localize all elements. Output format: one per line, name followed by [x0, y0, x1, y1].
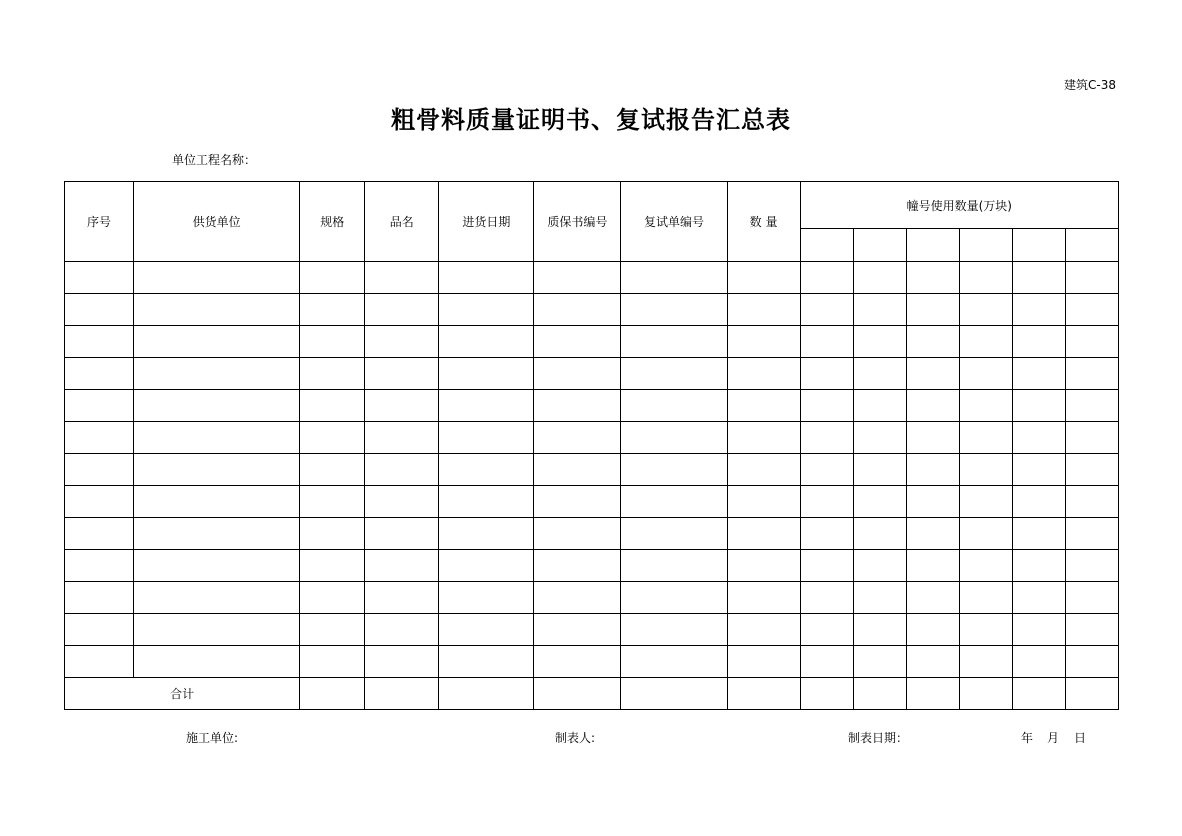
- table-cell[interactable]: [1012, 294, 1065, 326]
- table-cell[interactable]: [365, 422, 439, 454]
- table-cell[interactable]: [906, 518, 959, 550]
- total-cell[interactable]: [959, 678, 1012, 710]
- table-cell[interactable]: [439, 486, 534, 518]
- table-cell[interactable]: [1012, 550, 1065, 582]
- year-label: 年: [1021, 731, 1034, 745]
- table-cell[interactable]: [959, 390, 1012, 422]
- table-cell[interactable]: [1065, 646, 1118, 678]
- table-cell[interactable]: [853, 550, 906, 582]
- header-row: [65, 182, 1119, 229]
- table-cell[interactable]: [65, 614, 134, 646]
- table-cell[interactable]: [134, 454, 300, 486]
- usage-subheader-cell[interactable]: [1012, 229, 1065, 262]
- table-cell[interactable]: [365, 454, 439, 486]
- total-cell[interactable]: [439, 678, 534, 710]
- table-cell[interactable]: [365, 326, 439, 358]
- table-cell[interactable]: [439, 614, 534, 646]
- table-cell[interactable]: [1012, 358, 1065, 390]
- table-cell[interactable]: [134, 646, 300, 678]
- header-seq: 序号: [65, 182, 134, 262]
- table-cell[interactable]: [365, 646, 439, 678]
- table-cell[interactable]: [534, 550, 621, 582]
- table-cell[interactable]: [134, 326, 300, 358]
- table-cell[interactable]: [800, 550, 853, 582]
- table-cell[interactable]: [727, 646, 800, 678]
- table-cell[interactable]: [959, 262, 1012, 294]
- table-row: [65, 454, 1119, 486]
- table-cell[interactable]: [959, 326, 1012, 358]
- table-cell[interactable]: [621, 390, 727, 422]
- table-cell[interactable]: [853, 486, 906, 518]
- table-cell[interactable]: [959, 550, 1012, 582]
- table-cell[interactable]: [853, 326, 906, 358]
- table-cell[interactable]: [365, 582, 439, 614]
- table-cell[interactable]: [439, 454, 534, 486]
- table-cell[interactable]: [621, 582, 727, 614]
- table-cell[interactable]: [134, 422, 300, 454]
- page-title: 粗骨料质量证明书、复试报告汇总表: [391, 106, 791, 134]
- table-row: [65, 486, 1119, 518]
- day-label: 日: [1074, 731, 1087, 745]
- table-cell[interactable]: [534, 358, 621, 390]
- table-cell[interactable]: [300, 358, 365, 390]
- header-supplier: 供货单位: [134, 182, 300, 262]
- table-cell[interactable]: [1012, 422, 1065, 454]
- table-cell[interactable]: [800, 454, 853, 486]
- table-cell[interactable]: [959, 518, 1012, 550]
- table-cell[interactable]: [134, 582, 300, 614]
- table-cell[interactable]: [727, 454, 800, 486]
- header-quantity: 数 量: [727, 182, 800, 262]
- table-row: [65, 614, 1119, 646]
- table-cell[interactable]: [853, 262, 906, 294]
- table-cell[interactable]: [1065, 390, 1118, 422]
- table-cell[interactable]: [1012, 262, 1065, 294]
- table-cell[interactable]: [365, 294, 439, 326]
- table-cell[interactable]: [439, 358, 534, 390]
- total-cell[interactable]: [727, 678, 800, 710]
- table-cell[interactable]: [800, 262, 853, 294]
- table-cell[interactable]: [65, 582, 134, 614]
- header-product: 品名: [365, 182, 439, 262]
- table-cell[interactable]: [300, 326, 365, 358]
- table-cell[interactable]: [727, 326, 800, 358]
- table-cell[interactable]: [439, 646, 534, 678]
- table-cell[interactable]: [534, 582, 621, 614]
- table-cell[interactable]: [621, 646, 727, 678]
- table-cell[interactable]: [300, 390, 365, 422]
- header-retest-no: 复试单编号: [621, 182, 727, 262]
- table-cell[interactable]: [300, 646, 365, 678]
- table-cell[interactable]: [65, 294, 134, 326]
- table-cell[interactable]: [853, 422, 906, 454]
- table-cell[interactable]: [800, 646, 853, 678]
- table-cell[interactable]: [134, 550, 300, 582]
- table-cell[interactable]: [621, 518, 727, 550]
- table-cell[interactable]: [800, 326, 853, 358]
- header-arrival-date: 进货日期: [439, 182, 534, 262]
- table-cell[interactable]: [65, 518, 134, 550]
- table-cell[interactable]: [134, 390, 300, 422]
- total-cell[interactable]: [853, 678, 906, 710]
- table-cell[interactable]: [134, 614, 300, 646]
- table-cell[interactable]: [853, 294, 906, 326]
- table-cell[interactable]: [621, 294, 727, 326]
- table-cell[interactable]: [300, 550, 365, 582]
- table-cell[interactable]: [906, 358, 959, 390]
- table-cell[interactable]: [365, 518, 439, 550]
- table-cell[interactable]: [959, 646, 1012, 678]
- total-cell[interactable]: [800, 678, 853, 710]
- table-cell[interactable]: [906, 262, 959, 294]
- table-cell[interactable]: [1012, 518, 1065, 550]
- table-cell[interactable]: [300, 614, 365, 646]
- table-cell[interactable]: [365, 486, 439, 518]
- table-cell[interactable]: [906, 390, 959, 422]
- summary-table: [64, 181, 1119, 710]
- table-cell[interactable]: [1065, 550, 1118, 582]
- total-cell[interactable]: [621, 678, 727, 710]
- table-cell[interactable]: [853, 358, 906, 390]
- table-cell[interactable]: [800, 422, 853, 454]
- table-cell[interactable]: [534, 262, 621, 294]
- table-cell[interactable]: [300, 582, 365, 614]
- table-cell[interactable]: [800, 294, 853, 326]
- table-cell[interactable]: [534, 390, 621, 422]
- table-cell[interactable]: [439, 582, 534, 614]
- table-cell[interactable]: [959, 358, 1012, 390]
- table-cell[interactable]: [853, 646, 906, 678]
- table-cell[interactable]: [727, 294, 800, 326]
- table-cell[interactable]: [727, 390, 800, 422]
- table-cell[interactable]: [1012, 646, 1065, 678]
- table-cell[interactable]: [534, 454, 621, 486]
- prepared-date-label: 制表日期：: [848, 731, 909, 745]
- total-row: [65, 678, 1119, 710]
- table-row: [65, 550, 1119, 582]
- table-cell[interactable]: [534, 422, 621, 454]
- project-name-label: 单位工程名称：: [172, 153, 257, 167]
- table-cell[interactable]: [134, 294, 300, 326]
- table-cell[interactable]: [534, 614, 621, 646]
- table-row: [65, 358, 1119, 390]
- table-cell[interactable]: [1065, 422, 1118, 454]
- table-cell[interactable]: [65, 454, 134, 486]
- table-cell[interactable]: [621, 358, 727, 390]
- table-cell[interactable]: [621, 614, 727, 646]
- table-cell[interactable]: [300, 294, 365, 326]
- table-cell[interactable]: [959, 582, 1012, 614]
- usage-subheader-cell[interactable]: [1065, 229, 1118, 262]
- table-cell[interactable]: [853, 454, 906, 486]
- table-cell[interactable]: [534, 294, 621, 326]
- prepared-by-label: 制表人:: [555, 731, 596, 745]
- total-cell[interactable]: [1065, 678, 1118, 710]
- table-cell[interactable]: [134, 518, 300, 550]
- table-cell[interactable]: [365, 390, 439, 422]
- table-cell[interactable]: [439, 262, 534, 294]
- table-cell[interactable]: [300, 262, 365, 294]
- table-cell[interactable]: [727, 614, 800, 646]
- total-cell[interactable]: [906, 678, 959, 710]
- table-cell[interactable]: [439, 518, 534, 550]
- table-cell[interactable]: [65, 358, 134, 390]
- table-cell[interactable]: [727, 422, 800, 454]
- header-usage: 幢号使用数量(万块): [800, 182, 1118, 229]
- table-cell[interactable]: [853, 518, 906, 550]
- table-cell[interactable]: [800, 614, 853, 646]
- table-cell[interactable]: [727, 582, 800, 614]
- table-cell[interactable]: [365, 262, 439, 294]
- table-cell[interactable]: [300, 422, 365, 454]
- table-cell[interactable]: [959, 294, 1012, 326]
- table-cell[interactable]: [65, 390, 134, 422]
- header-spec: 规格: [300, 182, 365, 262]
- table-cell[interactable]: [1065, 486, 1118, 518]
- table-cell[interactable]: [853, 390, 906, 422]
- table-cell[interactable]: [1012, 486, 1065, 518]
- table-cell[interactable]: [439, 550, 534, 582]
- table-cell[interactable]: [621, 486, 727, 518]
- table-cell[interactable]: [1065, 358, 1118, 390]
- table-cell[interactable]: [65, 646, 134, 678]
- table-cell[interactable]: [906, 326, 959, 358]
- total-cell[interactable]: [300, 678, 365, 710]
- header-certificate-no: 质保书编号: [534, 182, 621, 262]
- table-cell[interactable]: [621, 422, 727, 454]
- table-cell[interactable]: [1065, 614, 1118, 646]
- table-cell[interactable]: [621, 262, 727, 294]
- table-cell[interactable]: [365, 358, 439, 390]
- table-cell[interactable]: [300, 454, 365, 486]
- table-cell[interactable]: [906, 614, 959, 646]
- total-cell[interactable]: [365, 678, 439, 710]
- table-cell[interactable]: [959, 486, 1012, 518]
- table-cell[interactable]: [1065, 454, 1118, 486]
- table-cell[interactable]: [534, 518, 621, 550]
- table-cell[interactable]: [621, 326, 727, 358]
- table-cell[interactable]: [727, 518, 800, 550]
- table-cell[interactable]: [1065, 518, 1118, 550]
- table-cell[interactable]: [906, 294, 959, 326]
- table-cell[interactable]: [959, 614, 1012, 646]
- table-cell[interactable]: [906, 646, 959, 678]
- table-cell[interactable]: [300, 486, 365, 518]
- table-cell[interactable]: [439, 422, 534, 454]
- table-cell[interactable]: [800, 486, 853, 518]
- total-cell[interactable]: [534, 678, 621, 710]
- table-cell[interactable]: [853, 582, 906, 614]
- table-cell[interactable]: [800, 358, 853, 390]
- table-cell[interactable]: [727, 550, 800, 582]
- table-cell[interactable]: [906, 486, 959, 518]
- table-row: [65, 326, 1119, 358]
- table-cell[interactable]: [1012, 326, 1065, 358]
- table-cell[interactable]: [1012, 390, 1065, 422]
- table-cell[interactable]: [65, 262, 134, 294]
- table-cell[interactable]: [1012, 454, 1065, 486]
- table-cell[interactable]: [134, 486, 300, 518]
- table-cell[interactable]: [134, 358, 300, 390]
- table-row: [65, 390, 1119, 422]
- table-cell[interactable]: [534, 646, 621, 678]
- table-cell[interactable]: [621, 550, 727, 582]
- construction-unit-label: 施工单位:: [186, 731, 239, 745]
- usage-subheader-cell[interactable]: [959, 229, 1012, 262]
- table-row: [65, 422, 1119, 454]
- table-cell[interactable]: [439, 326, 534, 358]
- table-cell[interactable]: [439, 390, 534, 422]
- table-cell[interactable]: [906, 422, 959, 454]
- usage-subheader-cell[interactable]: [853, 229, 906, 262]
- table-cell[interactable]: [621, 454, 727, 486]
- table-cell[interactable]: [800, 582, 853, 614]
- table-cell[interactable]: [534, 326, 621, 358]
- total-label: 合计: [65, 678, 300, 710]
- table-cell[interactable]: [65, 422, 134, 454]
- table-cell[interactable]: [1065, 294, 1118, 326]
- table-cell[interactable]: [1012, 614, 1065, 646]
- table-cell[interactable]: [439, 294, 534, 326]
- table-cell[interactable]: [800, 390, 853, 422]
- table-cell[interactable]: [365, 550, 439, 582]
- table-cell[interactable]: [959, 422, 1012, 454]
- table-cell[interactable]: [906, 550, 959, 582]
- table-cell[interactable]: [800, 518, 853, 550]
- total-cell[interactable]: [1012, 678, 1065, 710]
- table-row: [65, 646, 1119, 678]
- table-cell[interactable]: [1065, 262, 1118, 294]
- table-cell[interactable]: [365, 614, 439, 646]
- table-cell[interactable]: [1012, 582, 1065, 614]
- table-cell[interactable]: [300, 518, 365, 550]
- table-row: [65, 262, 1119, 294]
- table-cell[interactable]: [1065, 326, 1118, 358]
- table-cell[interactable]: [906, 454, 959, 486]
- table-cell[interactable]: [134, 262, 300, 294]
- table-cell[interactable]: [727, 486, 800, 518]
- table-row: [65, 518, 1119, 550]
- table-cell[interactable]: [65, 550, 134, 582]
- table-cell[interactable]: [727, 358, 800, 390]
- table-cell[interactable]: [534, 486, 621, 518]
- table-cell[interactable]: [65, 486, 134, 518]
- table-cell[interactable]: [1065, 582, 1118, 614]
- table-cell[interactable]: [65, 326, 134, 358]
- table-cell[interactable]: [853, 614, 906, 646]
- table-cell[interactable]: [959, 454, 1012, 486]
- usage-subheader-cell[interactable]: [800, 229, 853, 262]
- table-row: [65, 582, 1119, 614]
- month-label: 月: [1047, 731, 1060, 745]
- usage-subheader-cell[interactable]: [906, 229, 959, 262]
- table-cell[interactable]: [727, 262, 800, 294]
- form-code: 建筑C-38: [1064, 78, 1116, 92]
- table-cell[interactable]: [906, 582, 959, 614]
- table-row: [65, 294, 1119, 326]
